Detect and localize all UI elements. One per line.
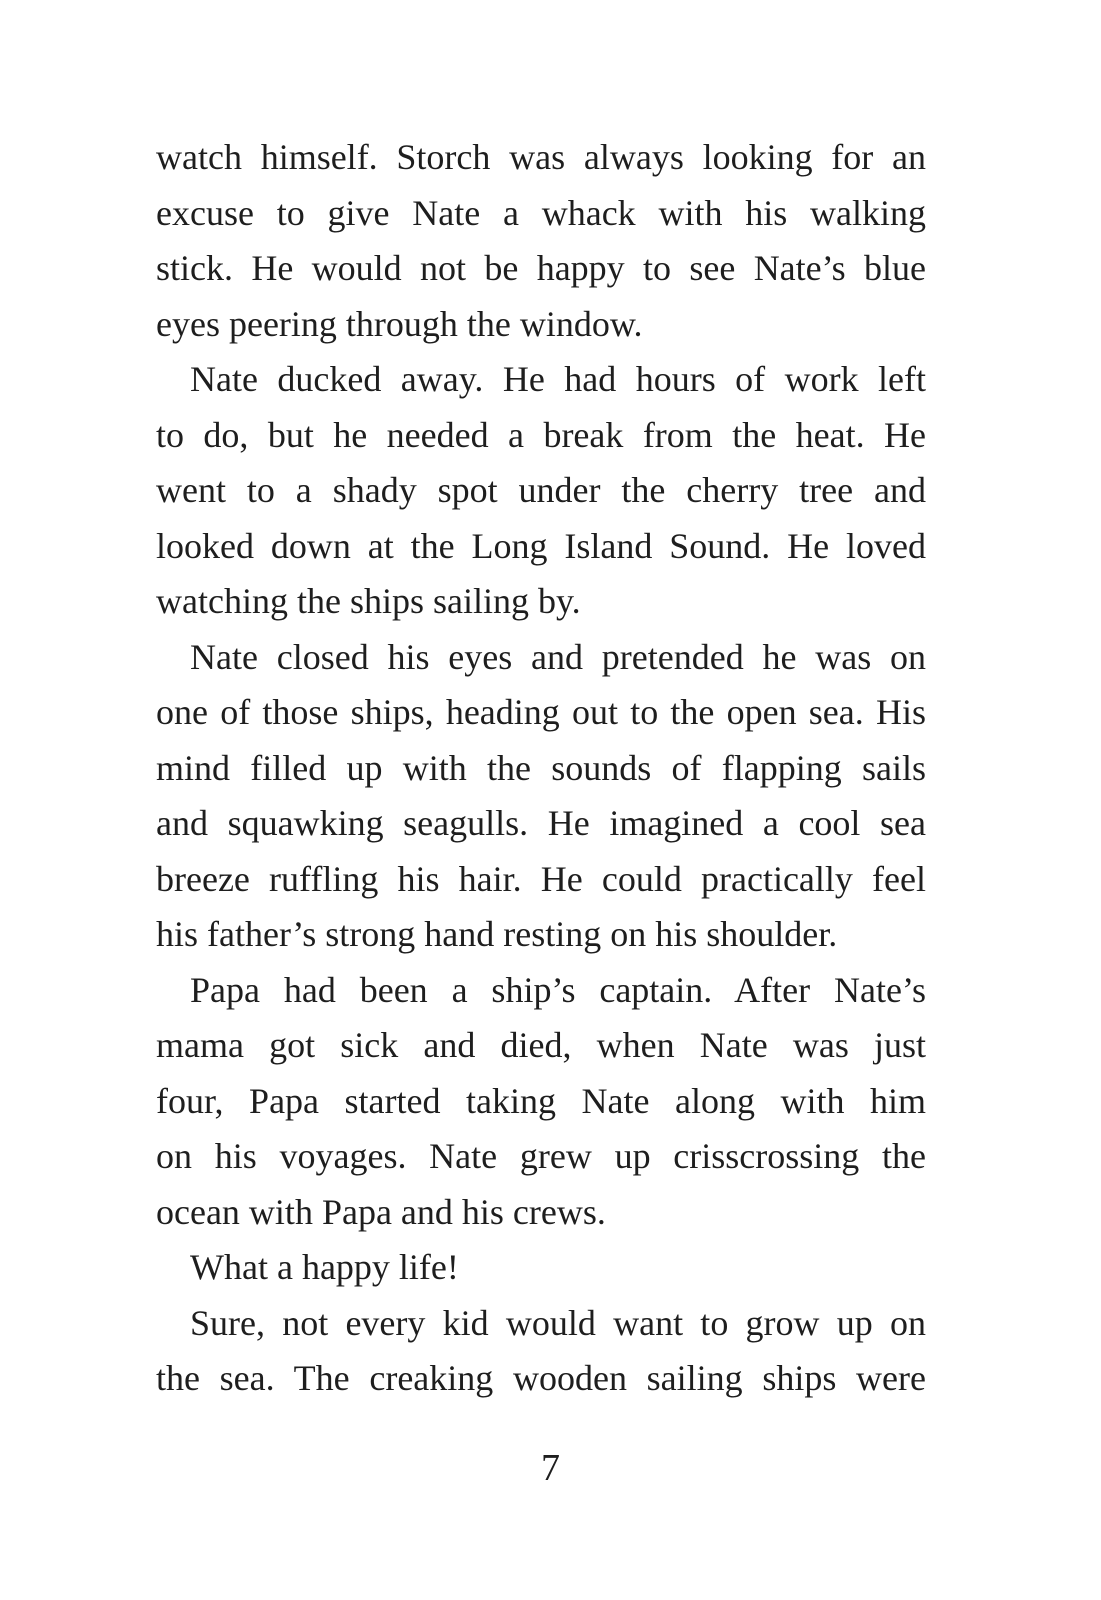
text-line: watch himself. Storch was always looking for an	[156, 137, 926, 177]
text-line: mind filled up with the sounds of flapping sails	[156, 747, 926, 788]
text-line: mama got sick and died, when Nate was just	[156, 1025, 926, 1065]
text-line: watching the ships sailing by.	[156, 581, 581, 621]
text-line: excuse to give Nate a whack with his walking	[156, 192, 926, 233]
text-line: his father’s strong hand resting on his shoulder.	[156, 914, 838, 954]
text-line: went to a shady spot under the cherry tree and	[156, 470, 926, 510]
text-line: on his voyages. Nate grew up crisscrossing the	[156, 1136, 926, 1176]
text-line: four, Papa started taking Nate along with him	[156, 1080, 926, 1121]
text-line: the sea. The creaking wooden sailing ships were	[156, 1358, 926, 1398]
page-number: 7	[541, 1447, 560, 1489]
text-line: Nate ducked away. He had hours of work left	[190, 359, 926, 399]
text-line: What a happy life!	[190, 1247, 459, 1287]
text-line: ocean with Papa and his crews.	[156, 1191, 606, 1232]
text-line: looked down at the Long Island Sound. He loved	[156, 525, 926, 566]
text-line: Nate closed his eyes and pretended he was on	[190, 636, 926, 677]
text-line: stick. He would not be happy to see Nate’s blue	[156, 248, 926, 288]
text-line: breeze ruffling his hair. He could practically feel	[156, 858, 926, 899]
text-line: and squawking seagulls. He imagined a cool sea	[156, 803, 926, 843]
text-line: eyes peering through the window.	[156, 303, 643, 344]
text-line: one of those ships, heading out to the open sea. His	[156, 692, 926, 732]
text-line: Sure, not every kid would want to grow up on	[190, 1302, 926, 1343]
text-line: Papa had been a ship’s captain. After Nate’s	[190, 969, 926, 1010]
body-text	[156, 130, 926, 1407]
text-line: to do, but he needed a break from the heat. He	[156, 414, 926, 455]
